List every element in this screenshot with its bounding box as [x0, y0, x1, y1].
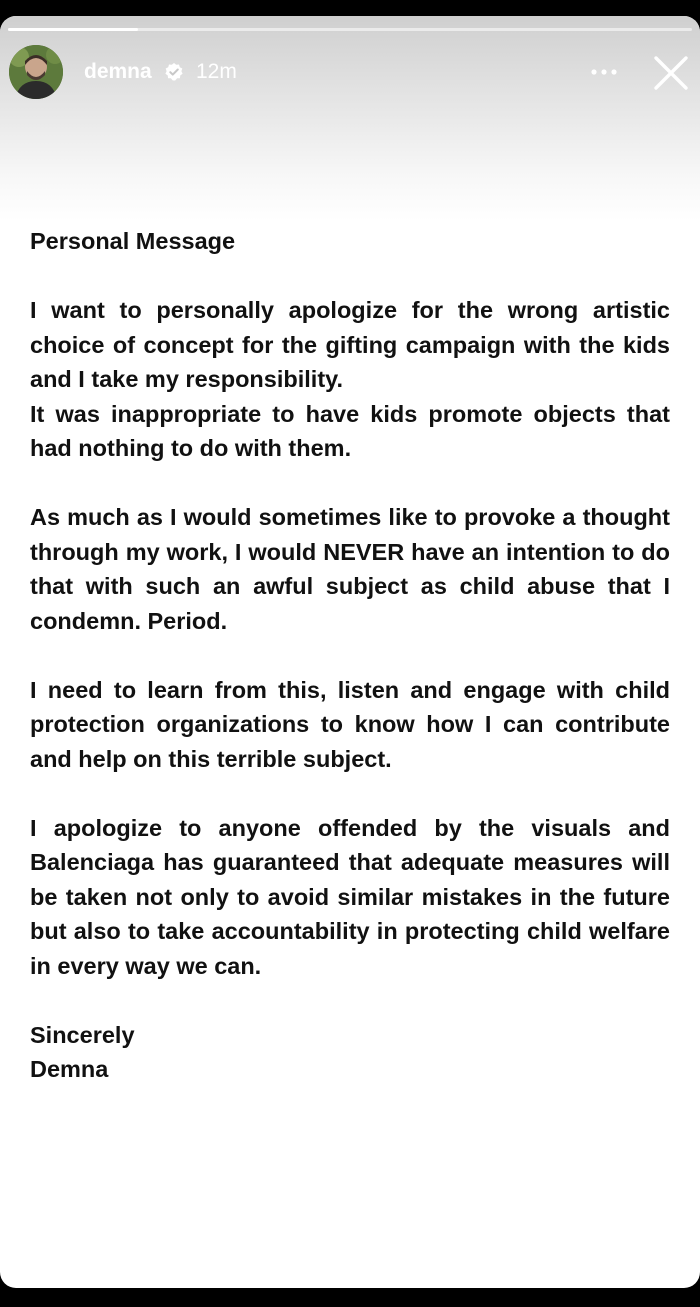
avatar[interactable]	[9, 45, 63, 99]
message-paragraph-1: I want to personally apologize for the wrong artistic choice of concept for the gifting campaign with the kids and I take my responsibility. It was inappropriate to have kids promote objects that had nothing to do with them.	[30, 297, 670, 461]
message-title: Personal Message	[30, 228, 236, 254]
verified-badge-icon	[164, 62, 184, 82]
profile-photo-icon	[9, 45, 63, 99]
message-body	[30, 224, 670, 1087]
header-gradient	[0, 16, 700, 221]
story-viewer[interactable]	[0, 16, 700, 1288]
story-progress-fill	[8, 28, 138, 31]
message-paragraph-3: I need to learn from this, listen and engage with child protection organizations to know how I can contribute and help on this terrible subject.	[30, 676, 670, 772]
message-signature: Demna	[30, 1056, 109, 1082]
close-icon[interactable]	[652, 54, 690, 92]
message-closing: Sincerely	[30, 1021, 135, 1048]
ellipsis-icon[interactable]	[588, 60, 620, 84]
message-paragraph-4: I apologize to anyone offended by the visuals and Balenciaga has guaranteed that adequate measures will be taken not only to avoid similar mistakes in the future but also to take accountability in protecting child welfare in every way we can.	[30, 814, 670, 979]
story-progress-bar	[8, 28, 692, 31]
username[interactable]: demna	[84, 60, 152, 83]
message-paragraph-2: As much as I would sometimes like to provoke a thought through my work, I would NEVER have an intention to do that with such an awful subject as child abuse that I condemn. Period.	[30, 504, 670, 634]
story-timestamp: 12m	[196, 60, 237, 83]
